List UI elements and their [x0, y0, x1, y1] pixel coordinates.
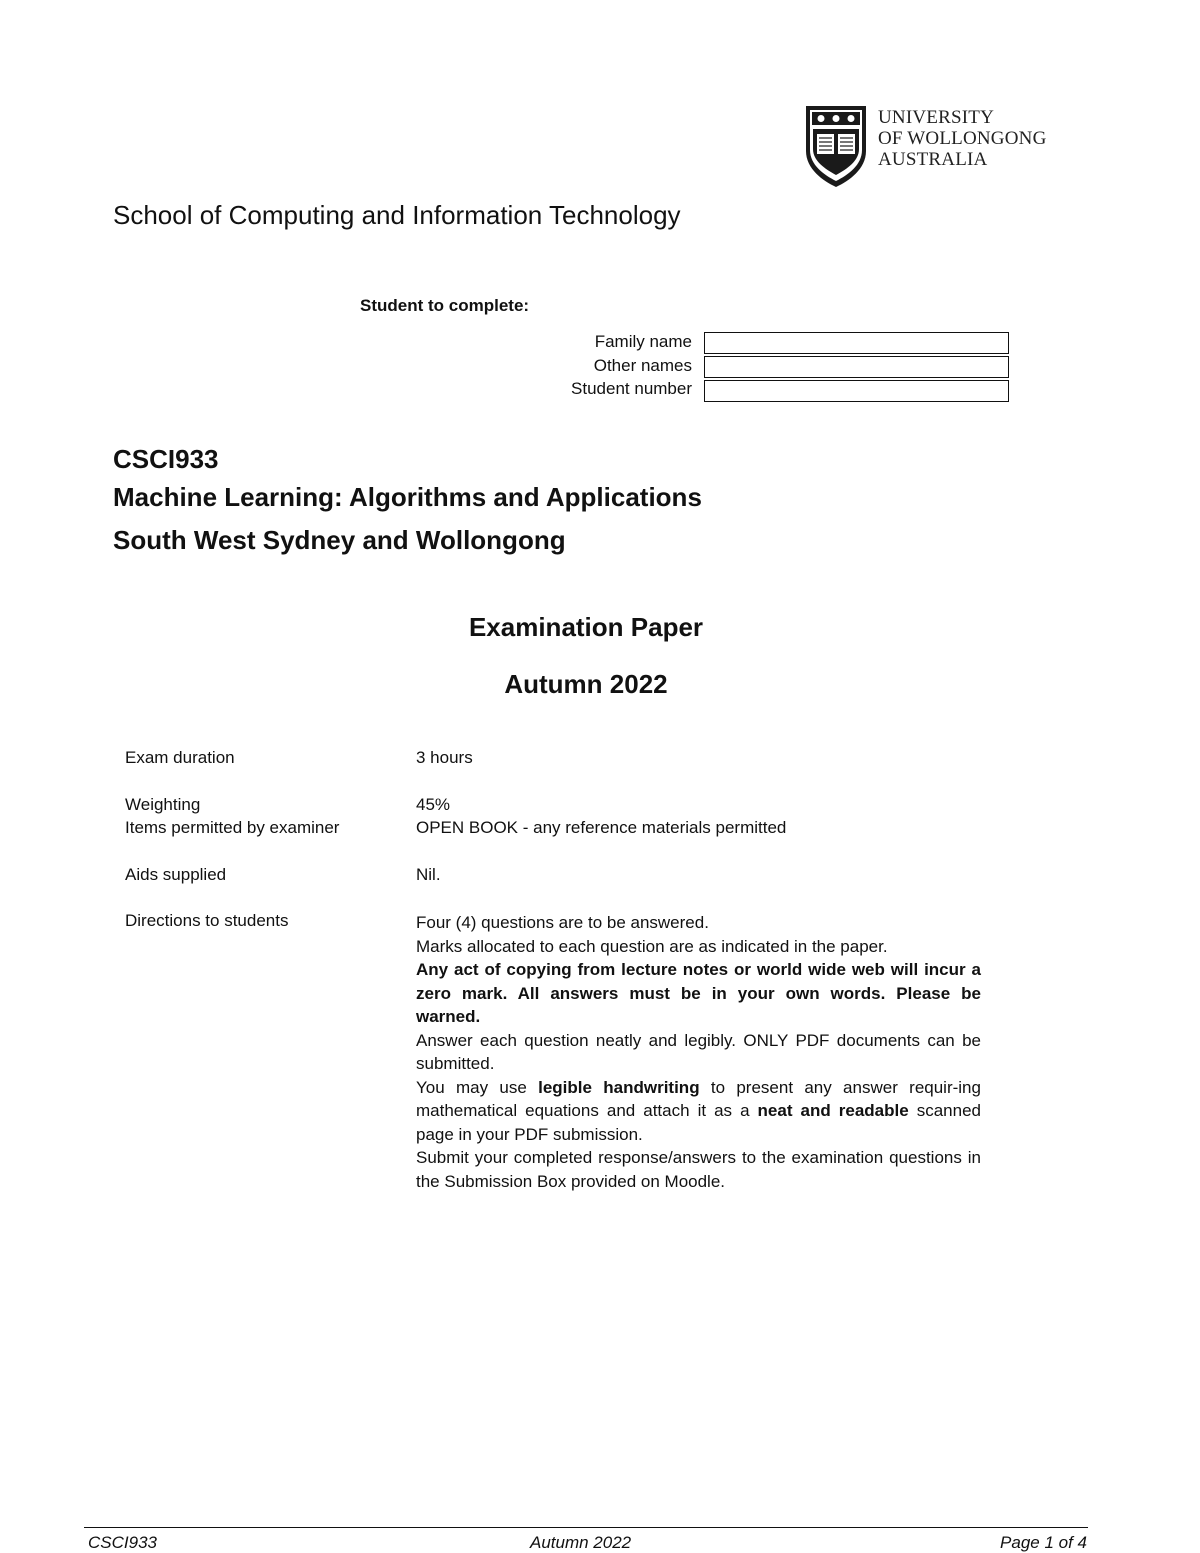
- other-names-label: Other names: [593, 356, 692, 375]
- items-permitted-label: Items permitted by examiner: [125, 818, 340, 837]
- course-campus: South West Sydney and Wollongong: [113, 525, 566, 555]
- student-number-label: Student number: [571, 379, 692, 398]
- duration-value: 3 hours: [416, 748, 473, 767]
- crest-icon: [803, 103, 869, 189]
- footer-rule: [84, 1527, 1088, 1528]
- directions-text: [416, 911, 981, 1193]
- university-logo: [803, 103, 1073, 193]
- handwriting-text-a: You may use: [416, 1077, 539, 1097]
- course-code: CSCI933: [113, 444, 219, 474]
- weighting-label: Weighting: [125, 795, 201, 814]
- direction-questions: Four (4) questions are to be answered.: [416, 913, 709, 932]
- exam-session: Autumn 2022: [504, 669, 668, 699]
- direction-warning: Any act of copying from lecture notes or world wide web will incur a zero mark. All answers must be in your own words. Please be warned.: [416, 960, 981, 1026]
- family-name-field[interactable]: [704, 332, 1009, 354]
- student-form-heading: Student to complete:: [360, 296, 530, 315]
- logo-line-university: UNIVERSITY: [878, 107, 994, 128]
- duration-label: Exam duration: [125, 748, 235, 767]
- direction-marks: Marks allocated to each question are as indicated in the paper.: [416, 936, 888, 956]
- course-title: Machine Learning: Algorithms and Applications: [113, 482, 702, 512]
- logo-line-wollongong: OF WOLLONGONG: [878, 128, 1047, 149]
- items-permitted-value: OPEN BOOK - any reference materials permitted: [416, 818, 787, 837]
- handwriting-text-bold-a: legible handwriting: [538, 1077, 700, 1097]
- footer-course-code: CSCI933: [88, 1533, 157, 1552]
- aids-supplied-label: Aids supplied: [125, 865, 227, 884]
- weighting-value: 45%: [416, 795, 451, 814]
- handwriting-text-c: to present any answer requir-ing mathematical equations and attach it as a: [416, 1077, 981, 1120]
- directions-label: Directions to students: [125, 911, 289, 930]
- logo-line-australia: AUSTRALIA: [878, 149, 988, 170]
- direction-handwriting: [416, 1076, 981, 1147]
- school-name: School of Computing and Information Technology: [113, 200, 681, 230]
- direction-pdf: Answer each question neatly and legibly. ONLY PDF documents can be submitted.: [416, 1030, 981, 1073]
- other-names-field[interactable]: [704, 356, 1009, 378]
- aids-supplied-value: Nil.: [416, 865, 441, 884]
- family-name-label: Family name: [594, 332, 692, 351]
- handwriting-text-e: scanned page in your PDF submission.: [416, 1101, 981, 1144]
- exam-title: Examination Paper: [468, 612, 704, 642]
- footer-page-number: Page 1 of 4: [1000, 1533, 1087, 1552]
- student-number-field[interactable]: [704, 380, 1009, 402]
- direction-submission: Submit your completed response/answers to the examination questions in the Submission Box provided on Moodle.: [416, 1148, 981, 1191]
- handwriting-text-bold-b: neat and readable: [757, 1101, 909, 1120]
- footer-session: Autumn 2022: [530, 1533, 632, 1552]
